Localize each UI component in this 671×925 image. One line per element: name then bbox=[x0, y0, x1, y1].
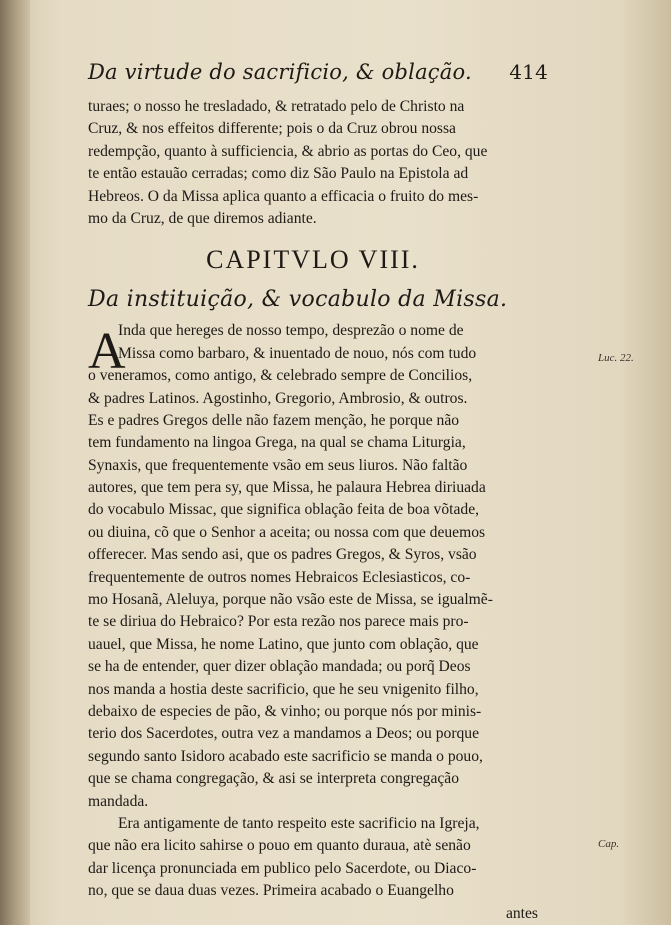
text-line: no, que se daua duas vezes. Primeira acabado o Euangelho bbox=[88, 882, 454, 900]
text-line: debaixo de especies de pão, & vinho; ou porque nós por minis- bbox=[88, 702, 482, 720]
text-line: terio dos Sacerdotes, outra vez a mandamos a Deos; ou porque bbox=[88, 725, 480, 743]
text-line: uauel, que Missa, he nome Latino, que junto com oblação, que bbox=[88, 635, 479, 653]
text-line: Missa como barbaro, & inuentado de nouo, nós com tudo bbox=[118, 344, 477, 362]
chapter-heading: CAPITVLO VIII. bbox=[206, 245, 420, 275]
text-line: offerecer. Mas sendo asi, que os padres Gregos, & Syros, vsão bbox=[88, 546, 477, 564]
catchword: antes bbox=[505, 904, 538, 922]
text-line: do vocabulo Missac, que significa oblação feita de boa võtade, bbox=[88, 501, 480, 519]
text-line: mo Hosanã, Aleluya, porque não vsão este de Missa, se igualmẽ- bbox=[88, 591, 493, 609]
text-line: frequentemente de outros nomes Hebraicos Eclesiasticos, co- bbox=[88, 568, 471, 586]
drop-cap: A bbox=[88, 323, 126, 380]
margin-note: Luc. 22. bbox=[598, 352, 634, 364]
text-line: Inda que hereges de nosso tempo, desprezão o nome de bbox=[118, 322, 464, 340]
folio-number: 414 bbox=[509, 60, 548, 84]
text-line: & padres Latinos. Agostinho, Gregorio, Ambrosio, & outros. bbox=[88, 389, 468, 407]
text-line: Synaxis, que frequentemente vsão em seus liuros. Não faltão bbox=[88, 456, 468, 474]
text-line: te então estauão cerradas; como diz São Paulo na Epistola ad bbox=[88, 165, 469, 183]
text-line: que não era licito sahirse o pouo em quanto duraua, atè senão bbox=[88, 837, 471, 855]
text-line: ou diuina, cõ que o Senhor a aceita; ou nossa com que deuemos bbox=[88, 523, 486, 541]
text-line: o veneramos, como antigo, & celebrado sempre de Concilios, bbox=[88, 367, 473, 385]
text-line: redempção, quanto à sufficiencia, & abrio as portas do Ceo, que bbox=[88, 142, 488, 160]
continuation-paragraph bbox=[88, 96, 538, 230]
text-line: te se diriua do Hebraico? Por esta rezão nos parece mais pro- bbox=[88, 613, 469, 631]
page-header bbox=[88, 50, 548, 96]
text-line: dar licença pronunciada em publico pelo Sacerdote, ou Diaco- bbox=[88, 859, 477, 877]
text-line: que se chama congregação, & asi se interpreta congregação bbox=[88, 770, 460, 788]
text-line: tem fundamento na lingoa Grega, na qual se chama Liturgia, bbox=[88, 434, 466, 452]
text-line: Era antigamente de tanto respeito este sacrificio na Igreja, bbox=[118, 814, 480, 832]
text-line: se ha de entender, quer dizer oblação mandada; ou porq̃ Deos bbox=[88, 658, 471, 676]
text-line: turaes; o nosso he tresladado, & retratado pelo de Christo na bbox=[88, 98, 465, 115]
text-line: autores, que tem pera sy, que Missa, he palaura Hebrea diriuada bbox=[88, 479, 486, 497]
running-title: Da virtude do sacrificio, & oblação. bbox=[88, 60, 472, 84]
text-line: Es e padres Gregos delle não fazem menção, he porque não bbox=[88, 411, 460, 429]
section-title: Da instituição, & vocabulo da Missa. bbox=[88, 287, 508, 313]
text-line: mandada. bbox=[88, 792, 149, 810]
book-gutter bbox=[0, 0, 30, 925]
text-line: Cruz, & nos effeitos differente; pois o da Cruz obrou nossa bbox=[88, 120, 456, 138]
margin-note: Cap. bbox=[598, 838, 620, 850]
body-paragraph bbox=[88, 320, 538, 925]
text-line: nos manda a hostia deste sacrificio, que he seu vnigenito filho, bbox=[88, 680, 479, 698]
text-line: Hebreos. O da Missa aplica quanto a efficacia o fruito do mes- bbox=[88, 187, 479, 205]
text-block bbox=[88, 50, 548, 925]
text-line: mo da Cruz, de que diremos adiante. bbox=[88, 209, 317, 227]
text-line: segundo santo Isidoro acabado este sacrificio se manda o pouo, bbox=[88, 747, 483, 765]
